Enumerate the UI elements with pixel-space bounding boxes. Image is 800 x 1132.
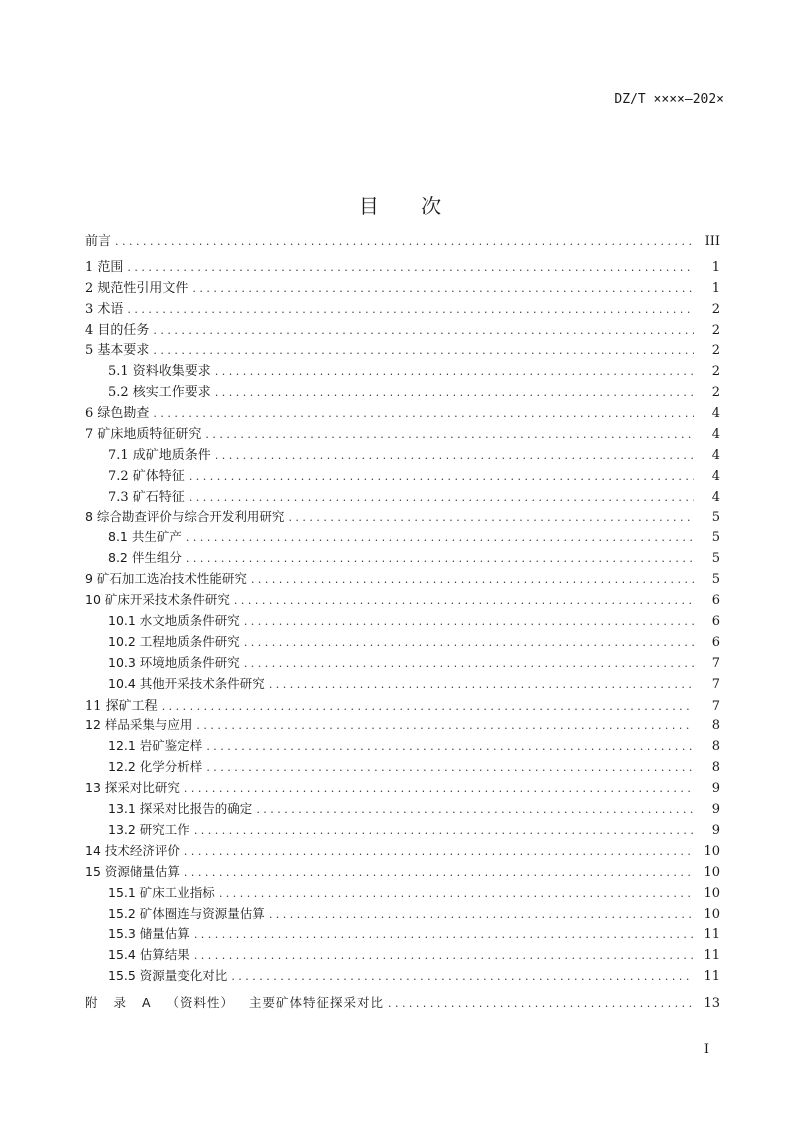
- toc-entry-page: 2: [711, 322, 720, 338]
- dot-leader: [244, 636, 694, 649]
- dot-leader: [244, 657, 694, 670]
- toc-entry-label: 6 绿色勘查: [85, 406, 150, 422]
- dot-leader: [189, 470, 694, 483]
- toc-entry-label: 13.2 研究工作: [108, 821, 190, 837]
- table-of-contents: [85, 230, 720, 1014]
- toc-entry-label: 15.4 估算结果: [108, 947, 190, 963]
- toc-entry-label: 15.3 储量估算: [108, 926, 190, 942]
- toc-entry[interactable]: [85, 736, 720, 757]
- dot-leader: [215, 386, 694, 399]
- toc-entry-label: 8.2 伴生组分: [108, 550, 182, 566]
- toc-entry-label: 7.1 成矿地质条件: [108, 447, 211, 463]
- toc-entry-page: 8: [711, 718, 720, 734]
- toc-entry[interactable]: [85, 799, 720, 820]
- toc-entry[interactable]: [85, 298, 720, 319]
- dot-leader: [194, 928, 694, 941]
- toc-entry-label: 12.2 化学分析样: [108, 759, 203, 775]
- toc-entry[interactable]: [85, 339, 720, 360]
- toc-entry-page: 10: [703, 843, 720, 859]
- dot-leader: [162, 700, 694, 713]
- toc-entry-page: 4: [711, 427, 720, 443]
- toc-entry-label: 7 矿床地质特征研究: [85, 427, 202, 443]
- toc-entry-label: 前言: [85, 234, 112, 249]
- toc-entry[interactable]: [85, 230, 720, 251]
- toc-entry-page: 2: [711, 301, 720, 317]
- toc-entry[interactable]: [85, 360, 720, 381]
- toc-entry[interactable]: [85, 883, 720, 904]
- dot-leader: [269, 678, 694, 691]
- toc-entry[interactable]: [85, 590, 720, 611]
- dot-leader: [194, 949, 694, 962]
- toc-entry[interactable]: [85, 653, 720, 674]
- dot-leader: [219, 887, 694, 900]
- toc-entry-page: III: [704, 234, 720, 249]
- toc-entry[interactable]: [85, 966, 720, 987]
- toc-entry[interactable]: [85, 402, 720, 423]
- dot-leader: [215, 365, 694, 378]
- toc-entry-label: 10.1 水文地质条件研究: [108, 613, 240, 629]
- dot-leader: [186, 531, 694, 544]
- toc-entry-page: 8: [711, 760, 720, 776]
- dot-leader: [189, 491, 694, 504]
- dot-leader: [115, 235, 694, 248]
- toc-entry-label: 12 样品采集与应用: [85, 717, 193, 733]
- toc-entry-page: 9: [711, 781, 720, 797]
- toc-entry[interactable]: [85, 381, 720, 402]
- toc-entry[interactable]: [85, 527, 720, 548]
- toc-entry-page: 13: [703, 996, 720, 1012]
- toc-entry[interactable]: [85, 904, 720, 925]
- toc-entry-page: 2: [711, 385, 720, 401]
- toc-entry-page: 1: [711, 280, 720, 296]
- toc-entry-label: 9 矿石加工选冶技术性能研究: [85, 571, 247, 587]
- toc-entry-appendix[interactable]: [85, 993, 720, 1014]
- toc-entry-page: 7: [711, 655, 720, 671]
- toc-entry[interactable]: [85, 862, 720, 883]
- toc-entry[interactable]: [85, 256, 720, 277]
- toc-entry-page: 8: [711, 739, 720, 755]
- toc-entry-page: 4: [711, 468, 720, 484]
- page-number: I: [703, 1042, 709, 1057]
- toc-entry-label: 4 目的任务: [85, 322, 150, 338]
- toc-entry[interactable]: [85, 277, 720, 298]
- toc-entry-label: 15.1 矿床工业指标: [108, 884, 215, 900]
- toc-entry-page: 4: [711, 406, 720, 422]
- toc-entry-label: 10.3 环境地质条件研究: [108, 654, 240, 670]
- toc-entry-label: 15 资源储量估算: [85, 863, 180, 879]
- toc-entry-label: 10.4 其他开采技术条件研究: [108, 675, 265, 691]
- dot-leader: [256, 803, 694, 816]
- dot-leader: [244, 615, 694, 628]
- dot-leader: [388, 997, 694, 1010]
- toc-entry-label: 10 矿床开采技术条件研究: [85, 592, 230, 608]
- toc-entry[interactable]: [85, 423, 720, 444]
- toc-entry-page: 6: [711, 614, 720, 630]
- toc-entry[interactable]: [85, 820, 720, 841]
- dot-leader: [234, 594, 694, 607]
- toc-entry[interactable]: [85, 486, 720, 507]
- toc-entry[interactable]: [85, 465, 720, 486]
- toc-entry[interactable]: [85, 715, 720, 736]
- dot-leader: [184, 782, 694, 795]
- toc-entry-page: 5: [711, 509, 720, 525]
- dot-leader: [251, 573, 694, 586]
- dot-leader: [186, 552, 694, 565]
- toc-entry-page: 10: [703, 906, 720, 922]
- dot-leader: [153, 324, 694, 337]
- toc-entry-label: 8 综合勘查评价与综合开发利用研究: [85, 508, 285, 524]
- toc-entry-label: 附 录 A （资料性） 主要矿体特征探采对比: [85, 995, 384, 1011]
- toc-entry-label: 5 基本要求: [85, 343, 150, 359]
- toc-entry[interactable]: [85, 632, 720, 653]
- dot-leader: [184, 866, 694, 879]
- dot-leader: [192, 282, 694, 295]
- toc-entry[interactable]: [85, 757, 720, 778]
- dot-leader: [206, 740, 694, 753]
- toc-entry-page: 9: [711, 822, 720, 838]
- toc-entry[interactable]: [85, 548, 720, 569]
- dot-leader: [205, 428, 694, 441]
- toc-entry-page: 4: [711, 447, 720, 463]
- toc-entry-page: 7: [711, 698, 720, 714]
- dot-leader: [215, 449, 694, 462]
- dot-leader: [127, 303, 694, 316]
- dot-leader: [206, 761, 694, 774]
- toc-entry-label: 8.1 共生矿产: [108, 529, 182, 545]
- dot-leader: [127, 261, 694, 274]
- toc-entry-label: 2 规范性引用文件: [85, 280, 189, 296]
- dot-leader: [153, 407, 694, 420]
- toc-entry-label: 11 探矿工程: [85, 698, 158, 714]
- toc-entry[interactable]: [85, 507, 720, 528]
- toc-entry-page: 2: [711, 343, 720, 359]
- toc-entry[interactable]: [85, 945, 720, 966]
- toc-entry-page: 5: [711, 530, 720, 546]
- toc-entry-page: 11: [703, 927, 720, 943]
- toc-entry[interactable]: [85, 778, 720, 799]
- toc-entry-page: 1: [711, 259, 720, 275]
- toc-entry-label: 7.2 矿体特征: [108, 468, 185, 484]
- dot-leader: [184, 845, 694, 858]
- toc-entry-label: 5.1 资料收集要求: [108, 364, 211, 380]
- dot-leader: [196, 719, 694, 732]
- toc-entry-label: 7.3 矿石特征: [108, 489, 185, 505]
- toc-entry[interactable]: [85, 695, 720, 716]
- toc-entry[interactable]: [85, 674, 720, 695]
- toc-entry-label: 14 技术经济评价: [85, 842, 180, 858]
- toc-entry-label: 13 探采对比研究: [85, 780, 180, 796]
- dot-leader: [194, 824, 694, 837]
- toc-entry-page: 9: [711, 802, 720, 818]
- standard-code: DZ/T ××××—202×: [614, 92, 724, 107]
- toc-entry-page: 5: [711, 572, 720, 588]
- toc-entry-label: 10.2 工程地质条件研究: [108, 633, 240, 649]
- toc-entry-page: 10: [703, 864, 720, 880]
- toc-entry[interactable]: [85, 444, 720, 465]
- toc-entry[interactable]: [85, 569, 720, 590]
- toc-entry-page: 10: [703, 885, 720, 901]
- toc-entry-page: 7: [711, 676, 720, 692]
- toc-entry-label: 15.5 资源量变化对比: [108, 968, 228, 984]
- toc-entry[interactable]: [85, 319, 720, 340]
- toc-entry-page: 4: [711, 489, 720, 505]
- toc-entry-page: 11: [703, 969, 720, 985]
- toc-entry[interactable]: [85, 841, 720, 862]
- toc-entry-label: 5.2 核实工作要求: [108, 385, 211, 401]
- dot-leader: [269, 908, 694, 921]
- toc-title: 目 次: [358, 194, 460, 218]
- toc-entry-label: 3 术语: [85, 301, 124, 317]
- toc-entry-page: 6: [711, 634, 720, 650]
- dot-leader: [153, 344, 694, 357]
- toc-entry[interactable]: [85, 924, 720, 945]
- toc-entry-label: 1 范围: [85, 259, 124, 275]
- toc-entry[interactable]: [85, 611, 720, 632]
- toc-entry-label: 15.2 矿体圈连与资源量估算: [108, 905, 265, 921]
- toc-entry-page: 5: [711, 551, 720, 567]
- dot-leader: [288, 511, 694, 524]
- toc-entry-label: 12.1 岩矿鉴定样: [108, 738, 203, 754]
- toc-entry-page: 6: [711, 593, 720, 609]
- toc-entry-page: 11: [703, 948, 720, 964]
- dot-leader: [231, 970, 694, 983]
- toc-entry-page: 2: [711, 364, 720, 380]
- toc-entry-label: 13.1 探采对比报告的确定: [108, 801, 253, 817]
